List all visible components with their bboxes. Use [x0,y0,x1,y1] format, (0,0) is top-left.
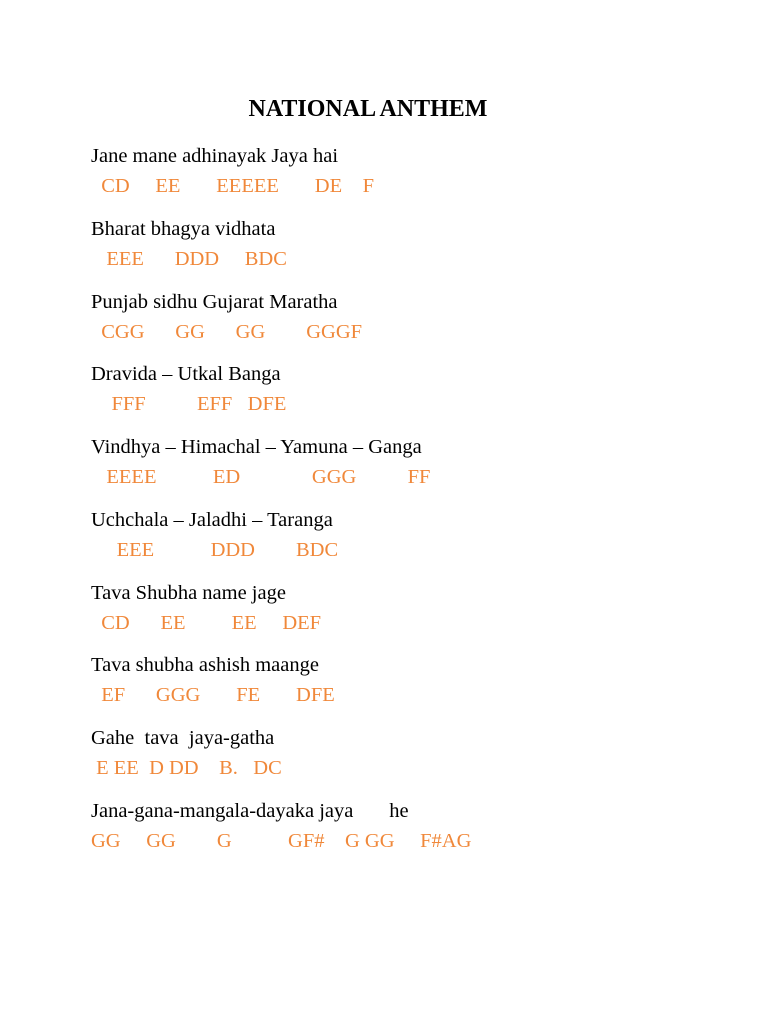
lyric-line: Gahe tava jaya-gatha [91,727,275,749]
lyric-line: Jane mane adhinayak Jaya hai [91,145,339,167]
lyric-line: Vindhya – Himachal – Yamuna – Ganga [91,436,422,458]
verse-2 [91,215,731,273]
verse-8 [91,651,731,709]
notes-line: E EE D DD B. DC [91,757,282,779]
lyric-line: Punjab sidhu Gujarat Maratha [91,291,338,313]
verse-9 [91,724,731,782]
notes-line: FFF EFF DFE [91,393,287,415]
notes-line: CGG GG GG GGGF [91,321,363,343]
notes-line: GG GG G GF# G GG F#AG [91,830,472,852]
verse-3 [91,288,731,346]
verse-5 [91,433,731,491]
lyric-line: Uchchala – Jaladhi – Taranga [91,509,333,531]
verse-10 [91,797,731,855]
notes-line: EEE DDD BDC [91,539,339,561]
lyric-line: Jana-gana-mangala-dayaka jaya he [91,800,409,822]
notes-line: CD EE EEEEE DE F [91,175,374,197]
notes-line: EEEE ED GGG FF [91,466,431,488]
verse-1 [91,142,731,200]
lyric-line: Tava shubha ashish maange [91,654,319,676]
notes-line: EF GGG FE DFE [91,684,335,706]
lyric-line: Tava Shubha name jage [91,582,286,604]
verse-7 [91,579,731,637]
verse-4 [91,360,731,418]
lyric-line: Dravida – Utkal Banga [91,363,281,385]
notes-line: EEE DDD BDC [91,248,287,270]
document-title: NATIONAL ANTHEM [248,96,488,122]
lyric-line: Bharat bhagya vidhata [91,218,276,240]
notes-line: CD EE EE DEF [91,612,322,634]
verse-6 [91,506,731,564]
